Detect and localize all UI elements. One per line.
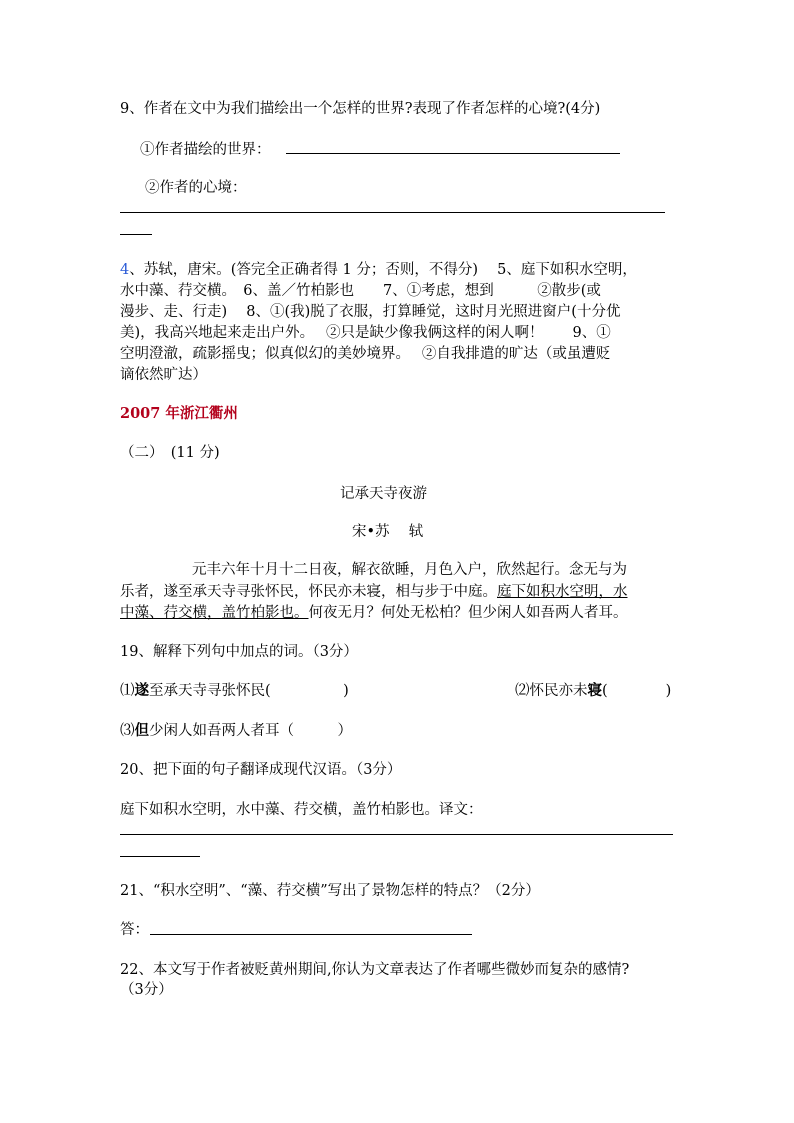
answer-number: 4 xyxy=(120,262,130,278)
q20-sentence: 庭下如积水空明，水中藻、荇交横，盖竹柏影也。译文： xyxy=(120,802,483,818)
answer-line-5: 空明澄澈，疏影摇曳；似真似幻的美妙境界。 ②自我排遣的旷达（或虽遭贬 xyxy=(120,346,611,362)
answer-line-4: 美)，我高兴地起来走出户外。 ②只是缺少像我俩这样的闲人啊！ 9、① xyxy=(120,325,611,341)
q19-item-b xyxy=(515,679,671,700)
answer-line-3: 漫步、走、行走) 8、①(我)脱了衣服，打算睡觉，这时月光照进窗户(十分优 xyxy=(120,304,621,320)
q20-question: 20、把下面的句子翻译成现代汉语。（3分） xyxy=(120,762,402,778)
q19-a-num: ⑴ xyxy=(120,683,135,699)
q19-a-dotted-word: 遂 xyxy=(134,682,149,699)
q21-question: 21、“积水空明”、“藻、荇交横”写出了景物怎样的特点？（2分） xyxy=(120,883,540,899)
q22-question-line-1: 22、本文写于作者被贬黄州期间,你认为文章表达了作者哪些微妙而复杂的感情? xyxy=(120,962,630,978)
q19-b-blank: ( ) xyxy=(602,683,672,699)
q20-translation-blank xyxy=(120,834,673,835)
q9-world-blank xyxy=(286,153,620,154)
answer-line-1 xyxy=(120,258,637,279)
q19-c-text: 少闲人如吾两人者耳（ ） xyxy=(149,723,352,739)
answer-line-6: 谪依然旷达） xyxy=(120,367,207,383)
answer-line-2: 水中藻、荇交横。 6、盖／竹柏影也 7、①考虑，想到 ②散步(或 xyxy=(120,283,601,299)
q19-item-c xyxy=(120,719,352,740)
q9-item-world: ①作者描绘的世界： xyxy=(140,142,271,158)
q19-question: 19、解释下列句中加点的词。（3分） xyxy=(120,644,358,660)
q19-c-num: ⑶ xyxy=(120,723,135,739)
passage-underlined-2: 中藻、荇交横，盖竹柏影也。 xyxy=(120,605,309,621)
passage-line-1: 元丰六年十月十二日夜，解衣欲睡，月色入户，欣然起行。念无与为 xyxy=(192,562,627,578)
passage-line-3-text: 何夜无月？何处无松柏？但少闲人如吾两人者耳。 xyxy=(308,605,628,621)
q19-a-text: 至承天寺寻张怀民( ) xyxy=(149,683,349,699)
q9-mood-blank xyxy=(120,212,665,213)
passage-author: 宋•苏 轼 xyxy=(352,524,424,540)
q21-answer-blank xyxy=(150,934,472,935)
q19-c-dotted-word: 但 xyxy=(134,722,149,739)
passage-line-2 xyxy=(120,580,628,601)
answer-line-1-text: 、苏轼，唐宋。(答完全正确者得 1 分；否则，不得分) 5、庭下如积水空明， xyxy=(129,262,637,278)
section-part: （二） (11 分) xyxy=(120,445,220,461)
passage-line-2-text: 乐者，遂至承天寺寻张怀民，怀民亦未寝，相与步于中庭。 xyxy=(120,584,497,600)
section-heading: 2007 年浙江衢州 xyxy=(120,405,238,422)
q22-question-line-2: （3分） xyxy=(120,982,173,998)
q9-question: 9、作者在文中为我们描绘出一个怎样的世界?表现了作者怎样的心境?(4分) xyxy=(120,101,601,117)
passage-line-3 xyxy=(120,601,628,622)
q9-item-mood: ②作者的心境： xyxy=(145,180,247,196)
q20-translation-blank-cont xyxy=(120,856,200,857)
passage-underlined-1: 庭下如积水空明，水 xyxy=(497,584,628,600)
q19-b-dotted-word: 寝 xyxy=(587,682,602,699)
passage-title: 记承天寺夜游 xyxy=(340,486,427,502)
q19-item-a xyxy=(120,679,349,700)
q9-mood-blank-cont xyxy=(120,234,152,235)
q19-b-text: ⑵怀民亦未 xyxy=(515,683,588,699)
q21-answer-label: 答： xyxy=(120,922,149,938)
